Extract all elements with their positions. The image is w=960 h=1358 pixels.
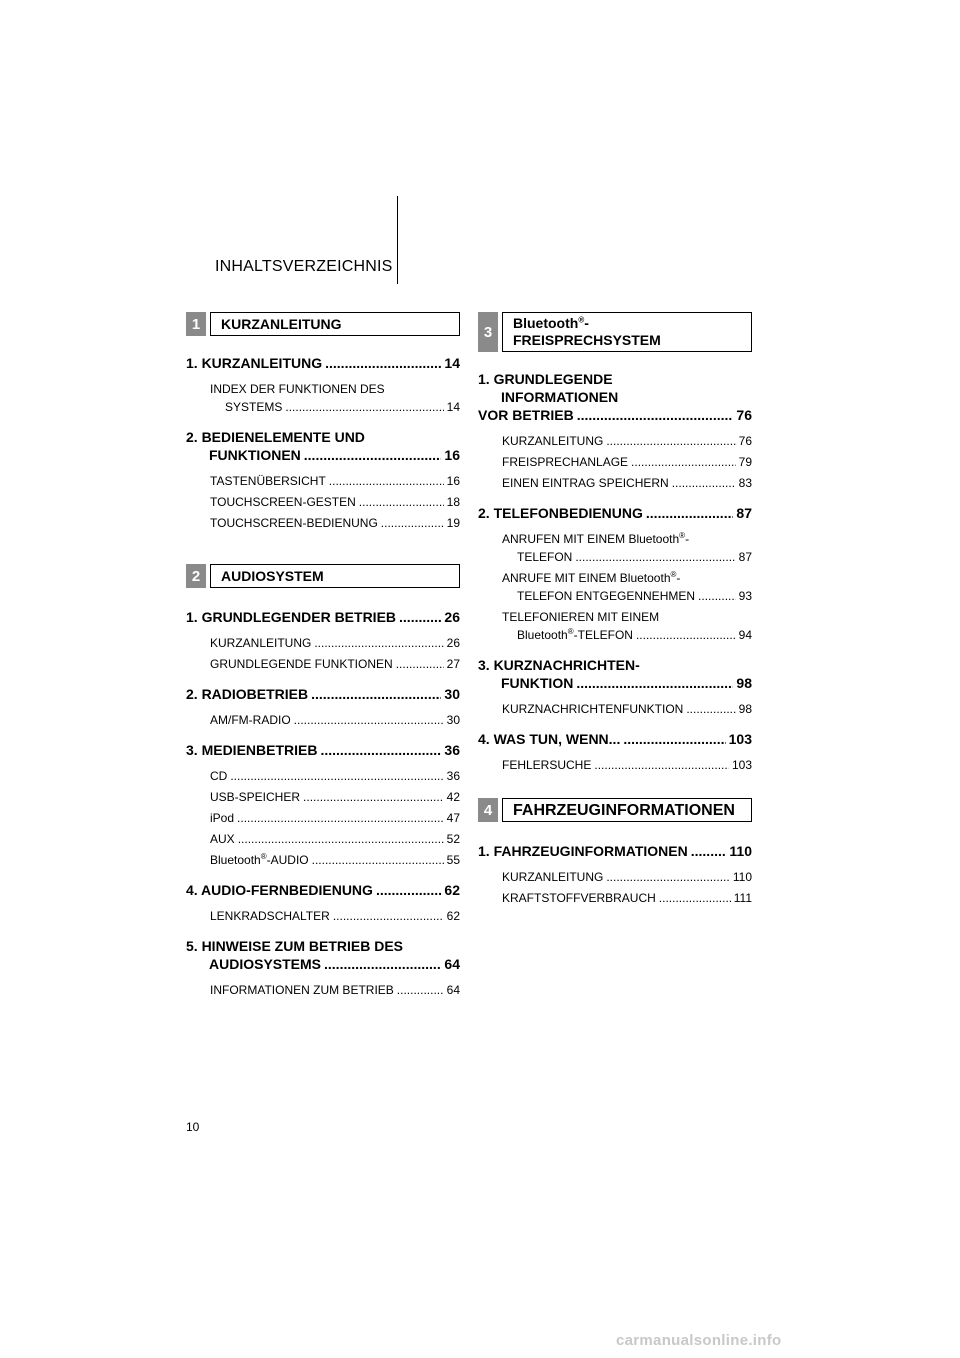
toc-entry[interactable]: INDEX DER FUNKTIONEN DES SYSTEMS ..... 14 bbox=[186, 380, 460, 416]
toc-entry[interactable]: LENKRADSCHALTER ..... 62 bbox=[186, 907, 460, 925]
toc-entry[interactable]: TOUCHSCREEN-BEDIENUNG ..... 19 bbox=[186, 514, 460, 532]
toc-chapter[interactable]: 1. GRUNDLEGENDE INFORMATIONEN VOR BETRIEB ..... 76 bbox=[478, 370, 752, 424]
toc-entry[interactable]: USB-SPEICHER ..... 42 bbox=[186, 788, 460, 806]
toc-chapter[interactable]: 2. BEDIENELEMENTE UND FUNKTIONEN ..... 16 bbox=[186, 428, 460, 464]
header-divider bbox=[397, 196, 398, 284]
section-1-number: 1 bbox=[186, 312, 206, 336]
toc-entry[interactable]: ANRUFE MIT EINEM Bluetooth®- TELEFON ENTGEGENNEHMEN ..... 93 bbox=[478, 569, 752, 605]
section-4-header bbox=[478, 798, 752, 822]
toc-chapter[interactable]: 3. MEDIENBETRIEB ..... 36 bbox=[186, 741, 460, 759]
section-2-header bbox=[186, 564, 460, 588]
toc-entry[interactable]: AUX ..... 52 bbox=[186, 830, 460, 848]
toc-entry[interactable]: TELEFONIEREN MIT EINEM Bluetooth®-TELEFON ..... 94 bbox=[478, 608, 752, 644]
section-2-title: AUDIOSYSTEM bbox=[210, 564, 460, 588]
toc-entry[interactable]: TASTENÜBERSICHT ..... 16 bbox=[186, 472, 460, 490]
section-3 bbox=[478, 312, 752, 774]
toc-left-column bbox=[186, 312, 460, 999]
section-3-number: 3 bbox=[478, 312, 498, 352]
toc-entry[interactable]: TOUCHSCREEN-GESTEN ..... 18 bbox=[186, 493, 460, 511]
toc-entry[interactable]: INFORMATIONEN ZUM BETRIEB ..... 64 bbox=[186, 981, 460, 999]
toc-chapter[interactable]: 5. HINWEISE ZUM BETRIEB DES AUDIOSYSTEMS ..... 64 bbox=[186, 937, 460, 973]
section-3-header bbox=[478, 312, 752, 352]
section-4-title: FAHRZEUGINFORMATIONEN bbox=[502, 798, 752, 822]
toc-chapter[interactable]: 2. RADIOBETRIEB ..... 30 bbox=[186, 685, 460, 703]
section-2 bbox=[186, 564, 460, 999]
toc-chapter[interactable]: 1. KURZANLEITUNG ..... 14 bbox=[186, 354, 460, 372]
watermark: carmanualsonline.info bbox=[616, 1332, 782, 1349]
toc-entry[interactable]: KRAFTSTOFFVERBRAUCH ..... 111 bbox=[478, 889, 752, 907]
toc-entry[interactable]: AM/FM-RADIO ..... 30 bbox=[186, 711, 460, 729]
toc-entry[interactable]: Bluetooth®-AUDIO ..... 55 bbox=[186, 851, 460, 869]
toc-chapter[interactable]: 2. TELEFONBEDIENUNG ..... 87 bbox=[478, 504, 752, 522]
toc-entry[interactable]: CD ..... 36 bbox=[186, 767, 460, 785]
toc-entry[interactable]: KURZANLEITUNG ..... 110 bbox=[478, 868, 752, 886]
section-4-number: 4 bbox=[478, 798, 498, 822]
page-number: 10 bbox=[186, 1120, 200, 1134]
toc-right-column bbox=[478, 312, 752, 907]
section-4 bbox=[478, 798, 752, 907]
toc-chapter[interactable]: 4. WAS TUN, WENN... ..... 103 bbox=[478, 730, 752, 748]
toc-entry[interactable]: iPod ..... 47 bbox=[186, 809, 460, 827]
section-3-title: Bluetooth®- FREISPRECHSYSTEM bbox=[502, 312, 752, 352]
toc-entry[interactable]: KURZANLEITUNG ..... 26 bbox=[186, 634, 460, 652]
section-1-header bbox=[186, 312, 460, 336]
section-1 bbox=[186, 312, 460, 532]
toc-entry[interactable]: KURZANLEITUNG ..... 76 bbox=[478, 432, 752, 450]
toc-entry[interactable]: EINEN EINTRAG SPEICHERN ..... 83 bbox=[478, 474, 752, 492]
toc-entry[interactable]: FEHLERSUCHE ..... 103 bbox=[478, 756, 752, 774]
toc-entry[interactable]: GRUNDLEGENDE FUNKTIONEN ..... 27 bbox=[186, 655, 460, 673]
toc-chapter[interactable]: 1. GRUNDLEGENDER BETRIEB ..... 26 bbox=[186, 608, 460, 626]
toc-entry[interactable]: ANRUFEN MIT EINEM Bluetooth®- TELEFON ..... 87 bbox=[478, 530, 752, 566]
section-2-number: 2 bbox=[186, 564, 206, 588]
section-1-title: KURZANLEITUNG bbox=[210, 312, 460, 336]
page-header-title: INHALTSVERZEICHNIS bbox=[215, 258, 393, 275]
toc-entry[interactable]: KURZNACHRICHTENFUNKTION ..... 98 bbox=[478, 700, 752, 718]
toc-chapter[interactable]: 3. KURZNACHRICHTEN- FUNKTION ..... 98 bbox=[478, 656, 752, 692]
toc-entry[interactable]: FREISPRECHANLAGE ..... 79 bbox=[478, 453, 752, 471]
toc-chapter[interactable]: 1. FAHRZEUGINFORMATIONEN ..... 110 bbox=[478, 842, 752, 860]
toc-chapter[interactable]: 4. AUDIO-FERNBEDIENUNG ..... 62 bbox=[186, 881, 460, 899]
